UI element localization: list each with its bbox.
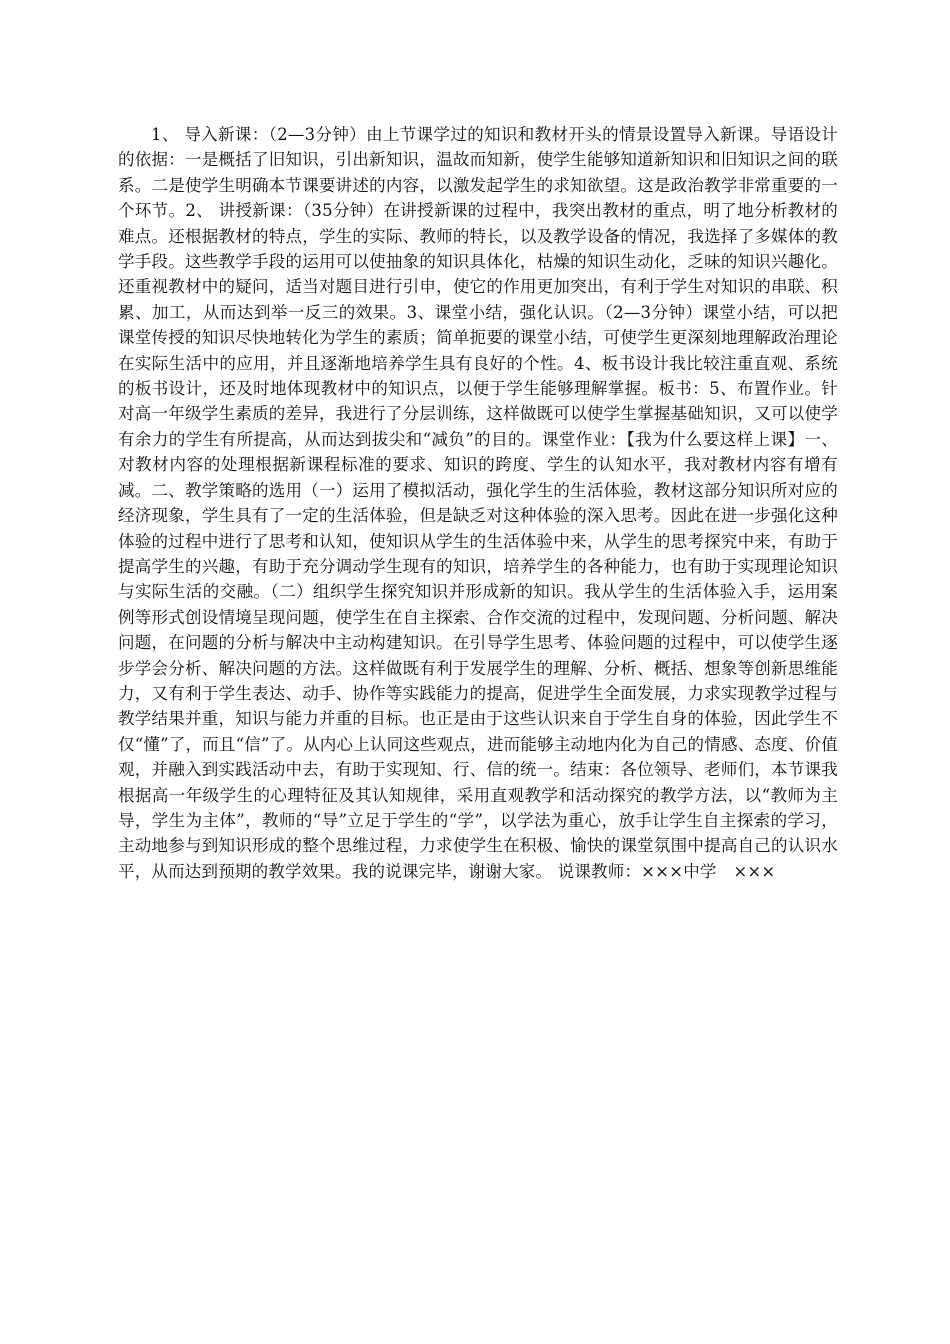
body-paragraph: 1、 导入新课：（2—3分钟）由上节课学过的知识和教材开头的情景设置导入新课。导语设计的依据：一是概括了旧知识，引出新知识，温故而知新，使学生能够知道新知识和旧知识之间的联系。二是使学生明确本节课要讲述的内容，以激发起学生的求知欲望。这是政治教学非常重要的一个环节。2、 讲授新课：（35分钟）在讲授新课的过程中，我突出教材的重点，明了地分析教材的难点。还根据教材的特点，学生的实际、教师的特长，以及教学设备的情况，我选择了多媒体的教学手段。这些教学手段的运用可以使抽象的知识具体化，枯燥的知识生动化，乏味的知识兴趣化。还重视教材中的疑问，适当对题目进行引申，使它的作用更加突出，有利于学生对知识的串联、积累、加工，从而达到举一反三的效果。3、课堂小结，强化认识。（2—3分钟）课堂小结，可以把课堂传授的知识尽快地转化为学生的素质；简单扼要的课堂小结，可使学生更深刻地理解政治理论在实际生活中的应用，并且逐渐地培养学生具有良好的个性。4、板书设计我比较注重直观、系统的板书设计，还及时地体现教材中的知识点，以便于学生能够理解掌握。板书：5、布置作业。针对高一年级学生素质的差异，我进行了分层训练，这样做既可以使学生掌握基础知识，又可以使学有余力的学生有所提高，从而达到拔尖和“减负”的目的。课堂作业：【我为什么要这样上课】一、对教材内容的处理根据新课程标准的要求、知识的跨度、学生的认知水平，我对教材内容有增有减。二、教学策略的选用（一）运用了模拟活动，强化学生的生活体验，教材这部分知识所对应的经济现象，学生具有了一定的生活体验，但是缺乏对这种体验的深入思考。因此在进一步强化这种体验的过程中进行了思考和认知，使知识从学生的生活体验中来，从学生的思考探究中来，有助于提高学生的兴趣，有助于充分调动学生现有的知识，培养学生的各种能力，也有助于实现理论知识与实际生活的交融。（二）组织学生探究知识并形成新的知识。我从学生的生活体验入手，运用案例等形式创设情境呈现问题，使学生在自主探索、合作交流的过程中，发现问题、分析问题、解决问题，在问题的分析与解决中主动构建知识。在引导学生思考、体验问题的过程中，可以使学生逐步学会分析、解决问题的方法。这样做既有利于发展学生的理解、分析、概括、想象等创新思维能力，又有利于学生表达、动手、协作等实践能力的提高，促进学生全面发展，力求实现教学过程与教学结果并重，知识与能力并重的目标。也正是由于这些认识来自于学生自身的体验，因此学生不仅“懂”了，而且“信”了。从内心上认同这些观点，进而能够主动地内化为自己的情感、态度、价值观，并融入到实践活动中去，有助于实现知、行、信的统一。结束：各位领导、老师们，本节课我根据高一年级学生的心理特征及其认知规律，采用直观教学和活动探究的教学方法，以“教师为主导，学生为主体”，教师的“导”立足于学生的“学”，以学法为重心，放手让学生自主探索的学习，主动地参与到知识形成的整个思维过程，力求使学生在积极、愉快的课堂氛围中提高自己的认识水平，从而达到预期的教学效果。我的说课完毕，谢谢大家。 说课教师：×××中学 ××× [118,125,838,881]
